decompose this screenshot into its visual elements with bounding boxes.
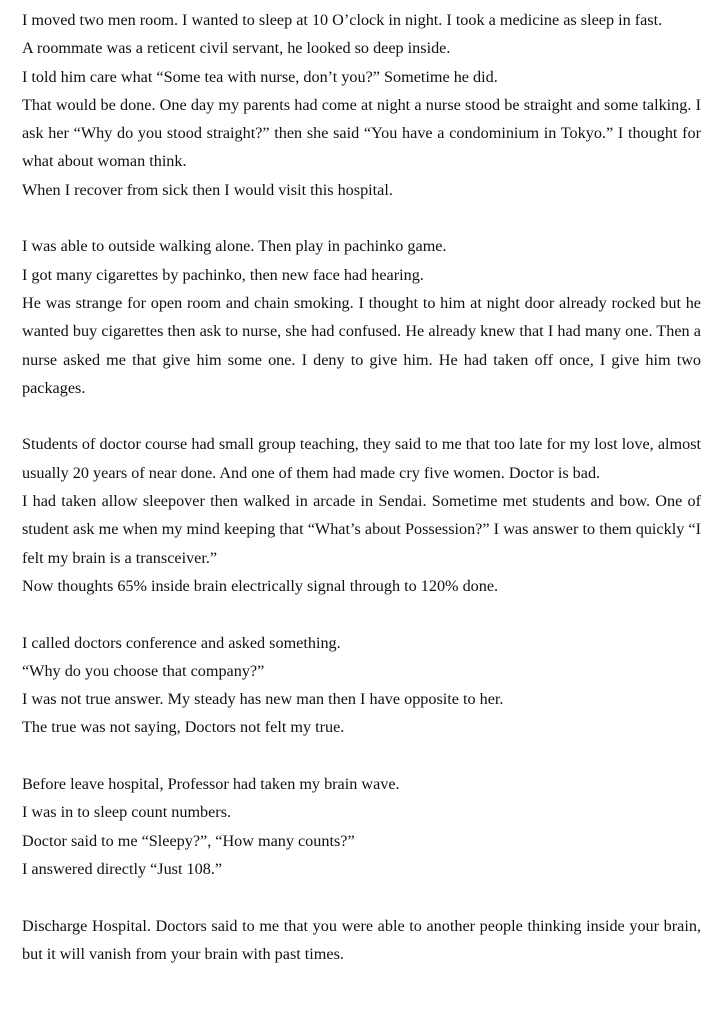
text-line: I moved two men room. I wanted to sleep at 10 O’clock in night. I took a medicine as sleep in fast. [22, 11, 663, 29]
text-line: Discharge Hospital. Doctors said to me that you were able to another people thinking inside your brain, but it will vanish from your brain with past times. [22, 916, 701, 963]
text-line: Now thoughts 65% inside brain electrically signal through to 120% done. [22, 576, 499, 595]
text-line: I got many cigarettes by pachinko, then new face had hearing. [22, 265, 424, 284]
text-line: I was in to sleep count numbers. [22, 803, 232, 822]
text-line: Students of doctor course had small group teaching, they said to me that too late for my lost love, almost usually 20 years of near done. And one of them had made cry five women. Doctor is bad. [22, 435, 701, 482]
text-line: I was not true answer. My steady has new man then I have opposite to her. [22, 690, 504, 709]
text-line: I answered directly “Just 108.” [22, 859, 223, 878]
text-line: I was able to outside walking alone. Then play in pachinko game. [22, 237, 447, 256]
text-line: I had taken allow sleepover then walked in arcade in Sendai. Sometime met students and bow. One of student ask me when my mind keeping that “What’s about Possession?” I was answer to them quickly “I felt my brain is a transceiver.” [22, 492, 701, 567]
text-line: A roommate was a reticent civil servant, he looked so deep inside. [22, 39, 451, 58]
text-line: The true was not saying, Doctors not felt my true. [22, 718, 345, 737]
text-line: I told him care what “Some tea with nurse, don’t you?” Sometime he did. [22, 67, 498, 86]
paragraph-conference [22, 629, 701, 742]
paragraph-discharge [22, 912, 701, 969]
text-line: Before leave hospital, Professor had taken my brain wave. [22, 775, 400, 794]
text-line: That would be done. One day my parents had come at night a nurse stood be straight and some talking. I ask her “Why do you stood straight?” then she said “You have a condominium in Tokyo.” I thought for what about woman think. [22, 95, 701, 171]
text-line: He was strange for open room and chain smoking. I thought to him at night door already rocked but he wanted buy cigarettes then ask to nurse, she had confused. He already knew that I had many one. Then a nurse asked me that give him some one. I deny to give him. He had taken off once, I give him two packages. [22, 293, 701, 397]
paragraph-hospital-room [22, 6, 701, 204]
text-line: I called doctors conference and asked something. [22, 633, 341, 652]
paragraph-brain-wave [22, 770, 701, 883]
text-line: When I recover from sick then I would visit this hospital. [22, 180, 393, 199]
text-line: Doctor said to me “Sleepy?”, “How many counts?” [22, 831, 355, 850]
paragraph-pachinko [22, 232, 701, 402]
paragraph-students [22, 430, 701, 600]
text-line: “Why do you choose that company?” [22, 661, 265, 680]
